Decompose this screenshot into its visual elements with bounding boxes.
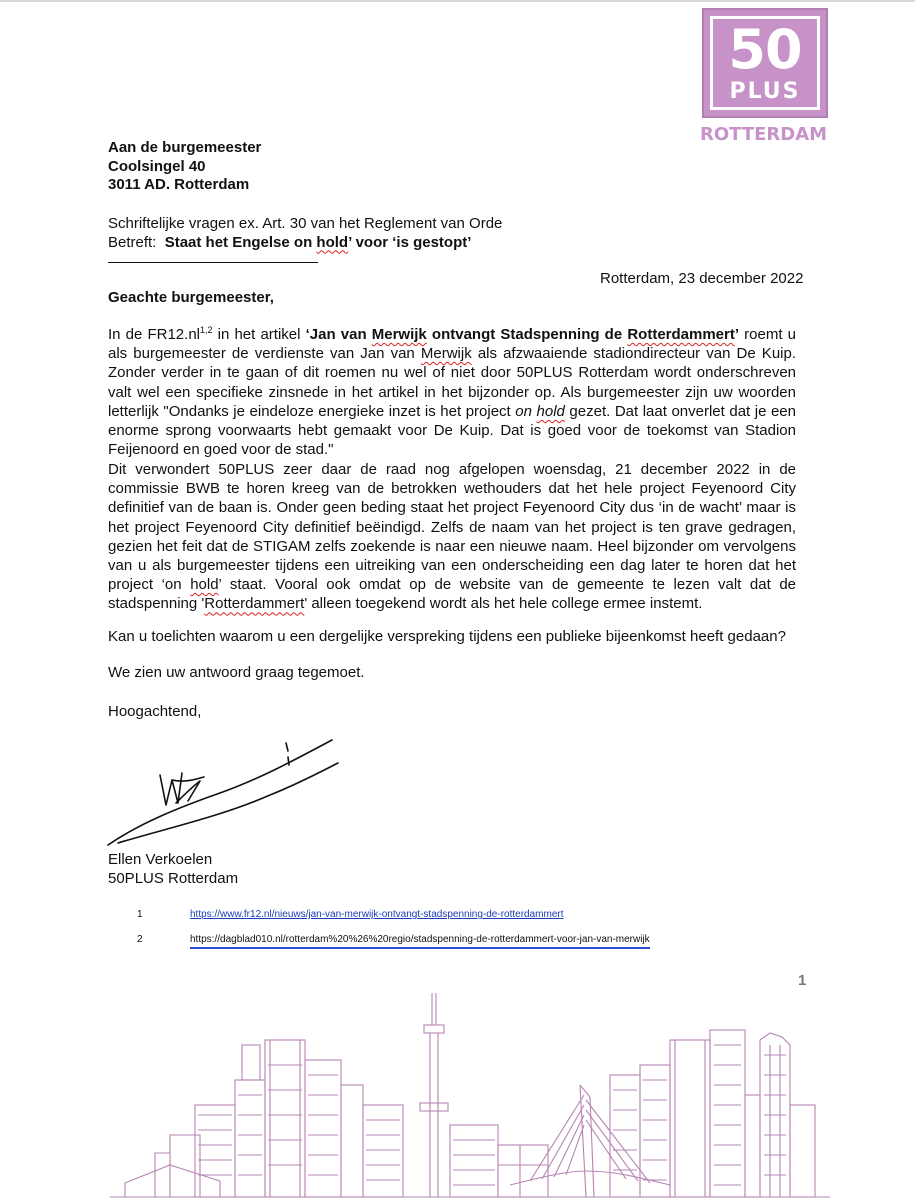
signer-name: Ellen Verkoelen	[108, 851, 213, 868]
footnote-number: 2	[137, 934, 143, 945]
signer-block	[108, 851, 238, 888]
rotterdam-skyline-illustration	[110, 985, 830, 1200]
logo-city: ROTTERDAM	[700, 124, 828, 145]
signer-organization: 50PLUS Rotterdam	[108, 869, 239, 887]
paragraph-1: In de FR12.nl$^{1,2}$ in het artikel ‘Jan van Merwijk ontvangt Stadspenning de Rotterdammert’ roemt u als burgemeester de verdienste van Jan van Merwijk als afzwaaiende stadiondirecteur van De Kuip. Zonder verder in te gaan of dit roemen nu wel of niet door 50PLUS Rotterdam wordt onderschreven valt wel een specifieke zinsnede in het artikel in het bijzonder op. Als burgemeester zijn uw woorden letterlijk "Ondanks je eindeloze energieke inzet is het project on hold gezet. Dat laat onverlet dat je een enorme sprong voorwaarts hebt gemaakt voor De Kuip. Dat is goed voor de toekomst van Stadion Feijenoord en goed voor de stad."	[108, 325, 797, 459]
address-line: Coolsingel 40	[108, 157, 206, 175]
footnote-link[interactable]: https://www.fr12.nl/nieuws/jan-van-merwijk-ontvangt-stadspenning-de-rotterdammert	[190, 909, 564, 920]
subject-block	[108, 215, 502, 252]
party-logo	[700, 8, 830, 145]
logo-number: 50	[728, 18, 802, 81]
subject-title: Betreft: Staat het Engelse on hold’ voor ‘is gestopt’	[108, 233, 472, 251]
logo-plus: PLUS	[729, 79, 801, 104]
separator-line	[108, 262, 318, 263]
paragraph-closing: We zien uw antwoord graag tegemoet.	[108, 664, 365, 681]
address-line: Aan de burgemeester	[108, 139, 262, 156]
letter-date: Rotterdam, 23 december 2022	[600, 270, 804, 287]
footnote-link[interactable]: https://dagblad010.nl/rotterdam%20%26%20regio/stadspenning-de-rotterdammert-voor-jan-van-merwijk	[190, 934, 650, 949]
subject-line: Schriftelijke vragen ex. Art. 30 van het Reglement van Orde	[108, 215, 503, 232]
sign-off: Hoogachtend,	[108, 703, 202, 720]
page-number: 1	[798, 972, 807, 989]
recipient-address	[108, 139, 261, 195]
footnote-number: 1	[137, 909, 143, 920]
logo-box	[702, 8, 828, 118]
paragraph-question: Kan u toelichten waarom u een dergelijke verspreking tijdens een publieke bijeenkomst heeft gedaan?	[108, 628, 786, 645]
handwritten-signature	[100, 735, 350, 850]
top-border	[0, 0, 915, 2]
paragraph-2: Dit verwondert 50PLUS zeer daar de raad nog afgelopen woensdag, 21 december 2022 in de commissie BWB te horen kreeg van de betrokken wethouders dat het hele project Feyenoord City definitief van de baan is. Onder geen beding staat het project Feyenoord City dus ‘in de wacht’ maar is het project Feyenoord City definitief beëindigd. Zelfs de naam van het project is ten grave gedragen, gezien het feit dat de STIGAM zelfs zoekende is naar een nieuwe naam. Heel bijzonder om vervolgens van u als burgemeester tijdens een uitreiking van een onderscheiding een dag later te horen dat het project ‘on hold’ staat. Vooral ook omdat op de website van de gemeente te lezen valt dat de stadspenning 'Rotterdammert' alleen toegekend wordt als het hele college ermee instemt.	[108, 461, 797, 613]
address-line: 3011 AD. Rotterdam	[108, 176, 250, 193]
greeting: Geachte burgemeester,	[108, 289, 274, 306]
logo-frame	[710, 16, 820, 110]
